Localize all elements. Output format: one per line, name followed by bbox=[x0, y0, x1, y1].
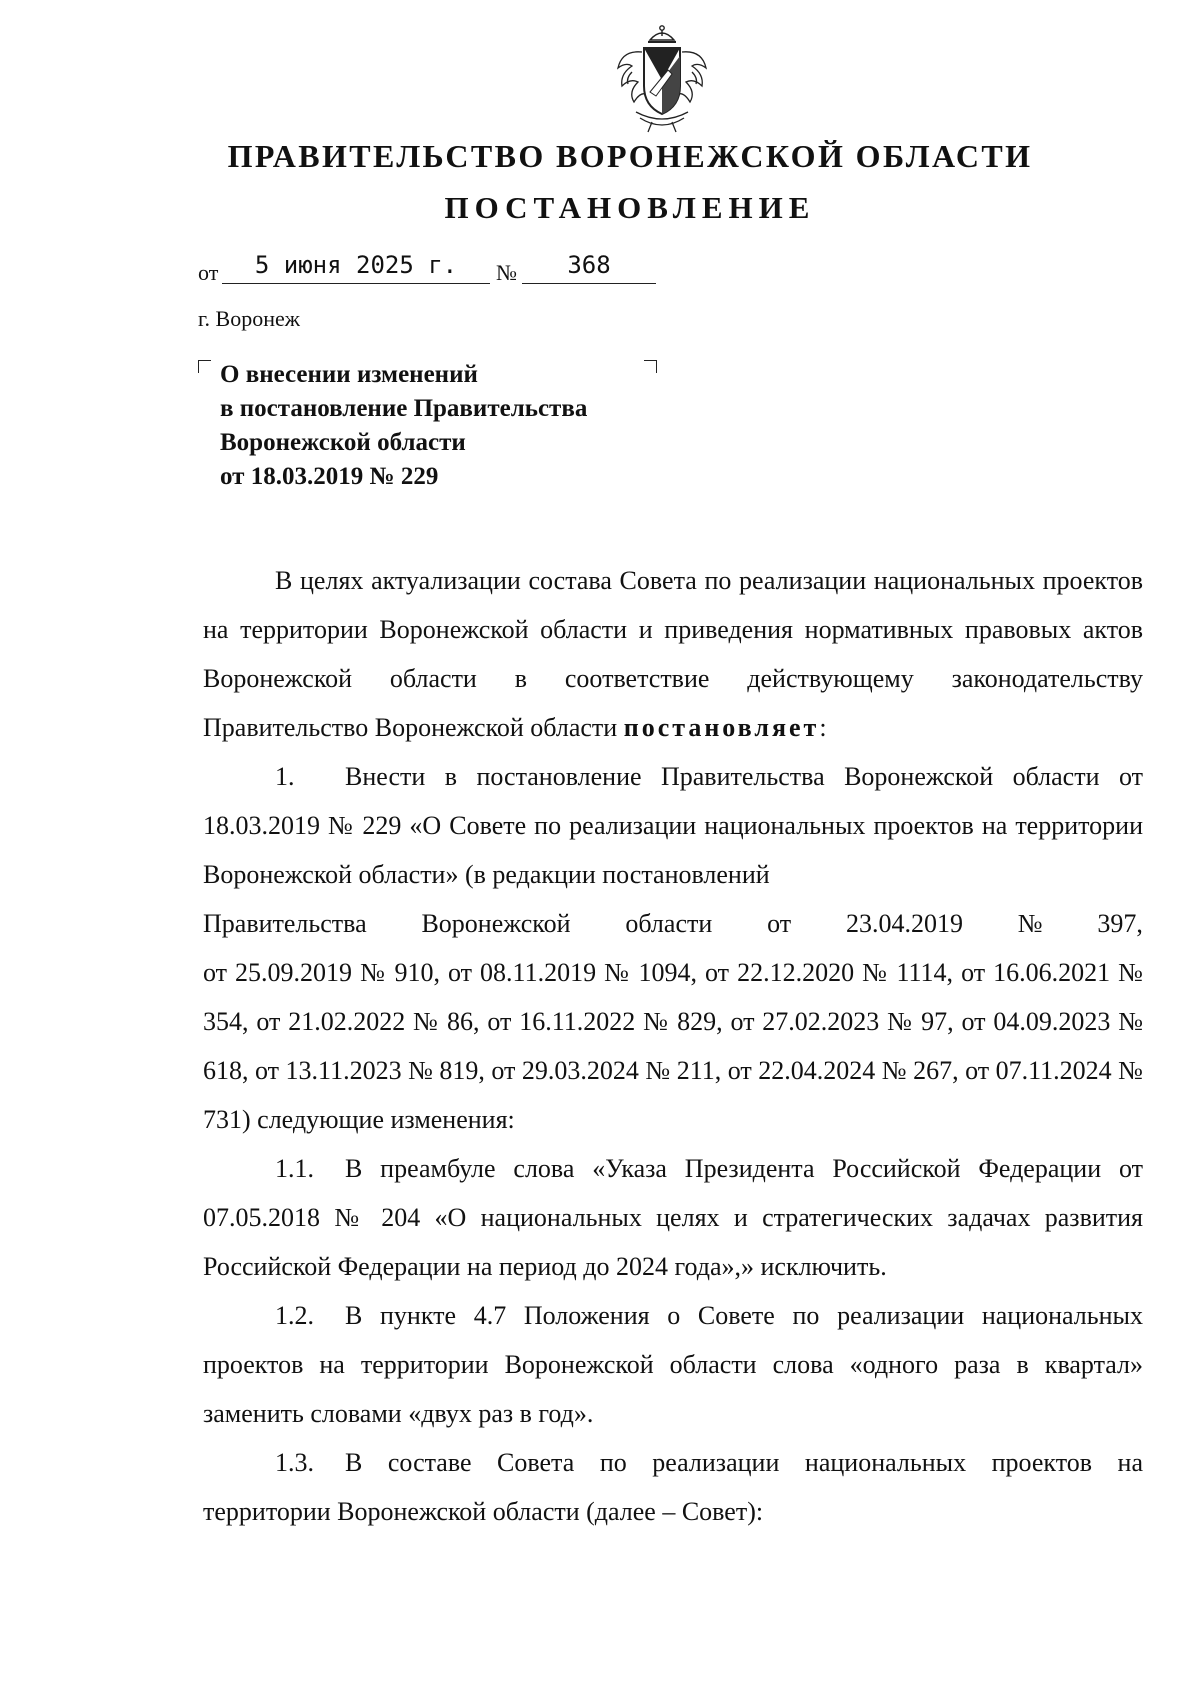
item-number: 1.2. bbox=[275, 1301, 314, 1330]
document-number: 368 bbox=[522, 251, 656, 284]
subject-line: О внесении изменений bbox=[220, 361, 478, 388]
row-word: № bbox=[1017, 909, 1043, 938]
row-word: от bbox=[767, 909, 792, 938]
coat-of-arms-emblem bbox=[612, 22, 712, 134]
document-body bbox=[203, 556, 1143, 1536]
subject-corner-left bbox=[198, 360, 211, 373]
government-title: ПРАВИТЕЛЬСТВО ВОРОНЕЖСКОЙ ОБЛАСТИ bbox=[227, 138, 1033, 174]
number-label: № bbox=[496, 260, 517, 285]
preamble-paragraph bbox=[203, 556, 1143, 752]
date-from-label: от bbox=[198, 260, 219, 285]
row-word: Воронежской bbox=[421, 909, 571, 938]
item-1-text-a: Внести в постановление Правительства Воронежской области от 18.03.2019 № 229 «О Совете по реализации национальных проектов на территории Воронежской области» (в редакции постановлений bbox=[203, 762, 1143, 889]
item-number: 1. bbox=[275, 762, 295, 791]
item-number: 1.3. bbox=[275, 1448, 314, 1477]
preamble-text: В целях актуализации состава Совета по реализации национальных проектов на территории Воронежской области и приведения нормативных правовых актов Воронежской области в соответствие действующему законодательству Правительство Воронежской области bbox=[203, 566, 1143, 742]
subject-line: Воронежской области bbox=[220, 429, 466, 456]
document-date: 5 июня 2025 г. bbox=[222, 251, 490, 284]
item-1-3-text: В составе Совета по реализации национальных проектов на территории Воронежской области (далее – Совет): bbox=[203, 1448, 1143, 1526]
preamble-suffix: : bbox=[819, 713, 827, 742]
item-1-2-paragraph bbox=[203, 1291, 1143, 1438]
subject-line: от 18.03.2019 № 229 bbox=[220, 463, 439, 490]
subject-corner-right bbox=[644, 360, 657, 373]
document-place: г. Воронеж bbox=[198, 306, 300, 331]
row-word: Правительства bbox=[203, 909, 367, 938]
date-number-line bbox=[198, 246, 698, 286]
row-word: области bbox=[625, 909, 713, 938]
item-1-1-text: В преамбуле слова «Указа Президента Российской Федерации от 07.05.2018 № 204 «О национальных целях и стратегических задачах развития Российской Федерации на период до 2024 года»,» исключить. bbox=[203, 1154, 1143, 1281]
subject-line: в постановление Правительства bbox=[220, 395, 588, 422]
item-1-paragraph bbox=[203, 752, 1143, 899]
document-subject bbox=[198, 358, 678, 494]
item-1-3-paragraph bbox=[203, 1438, 1143, 1536]
item-number: 1.1. bbox=[275, 1154, 314, 1183]
row-word: 397, bbox=[1097, 909, 1143, 938]
item-1-2-text: В пункте 4.7 Положения о Совете по реализации национальных проектов на территории Воронежской области слова «одного раза в квартал» заменить словами «двух раз в год». bbox=[203, 1301, 1143, 1428]
item-1-justified-row bbox=[203, 899, 1143, 948]
item-1-text-b: от 25.09.2019 № 910, от 08.11.2019 № 1094, от 22.12.2020 № 1114, от 16.06.2021 № 354, от 21.02.2022 № 86, от 16.11.2022 № 829, от 27.02.2023 № 97, от 04.09.2023 № 618, от 13.11.2023 № 819, от 29.03.2024 № 211, от 22.04.2024 № 267, от 07.11.2024 № 731) следующие изменения: bbox=[203, 958, 1143, 1134]
row-word: 23.04.2019 bbox=[845, 909, 963, 938]
item-1-1-paragraph bbox=[203, 1144, 1143, 1291]
decree-word: постановляет bbox=[623, 713, 820, 742]
document-type-title: ПОСТАНОВЛЕНИЕ bbox=[444, 190, 816, 225]
